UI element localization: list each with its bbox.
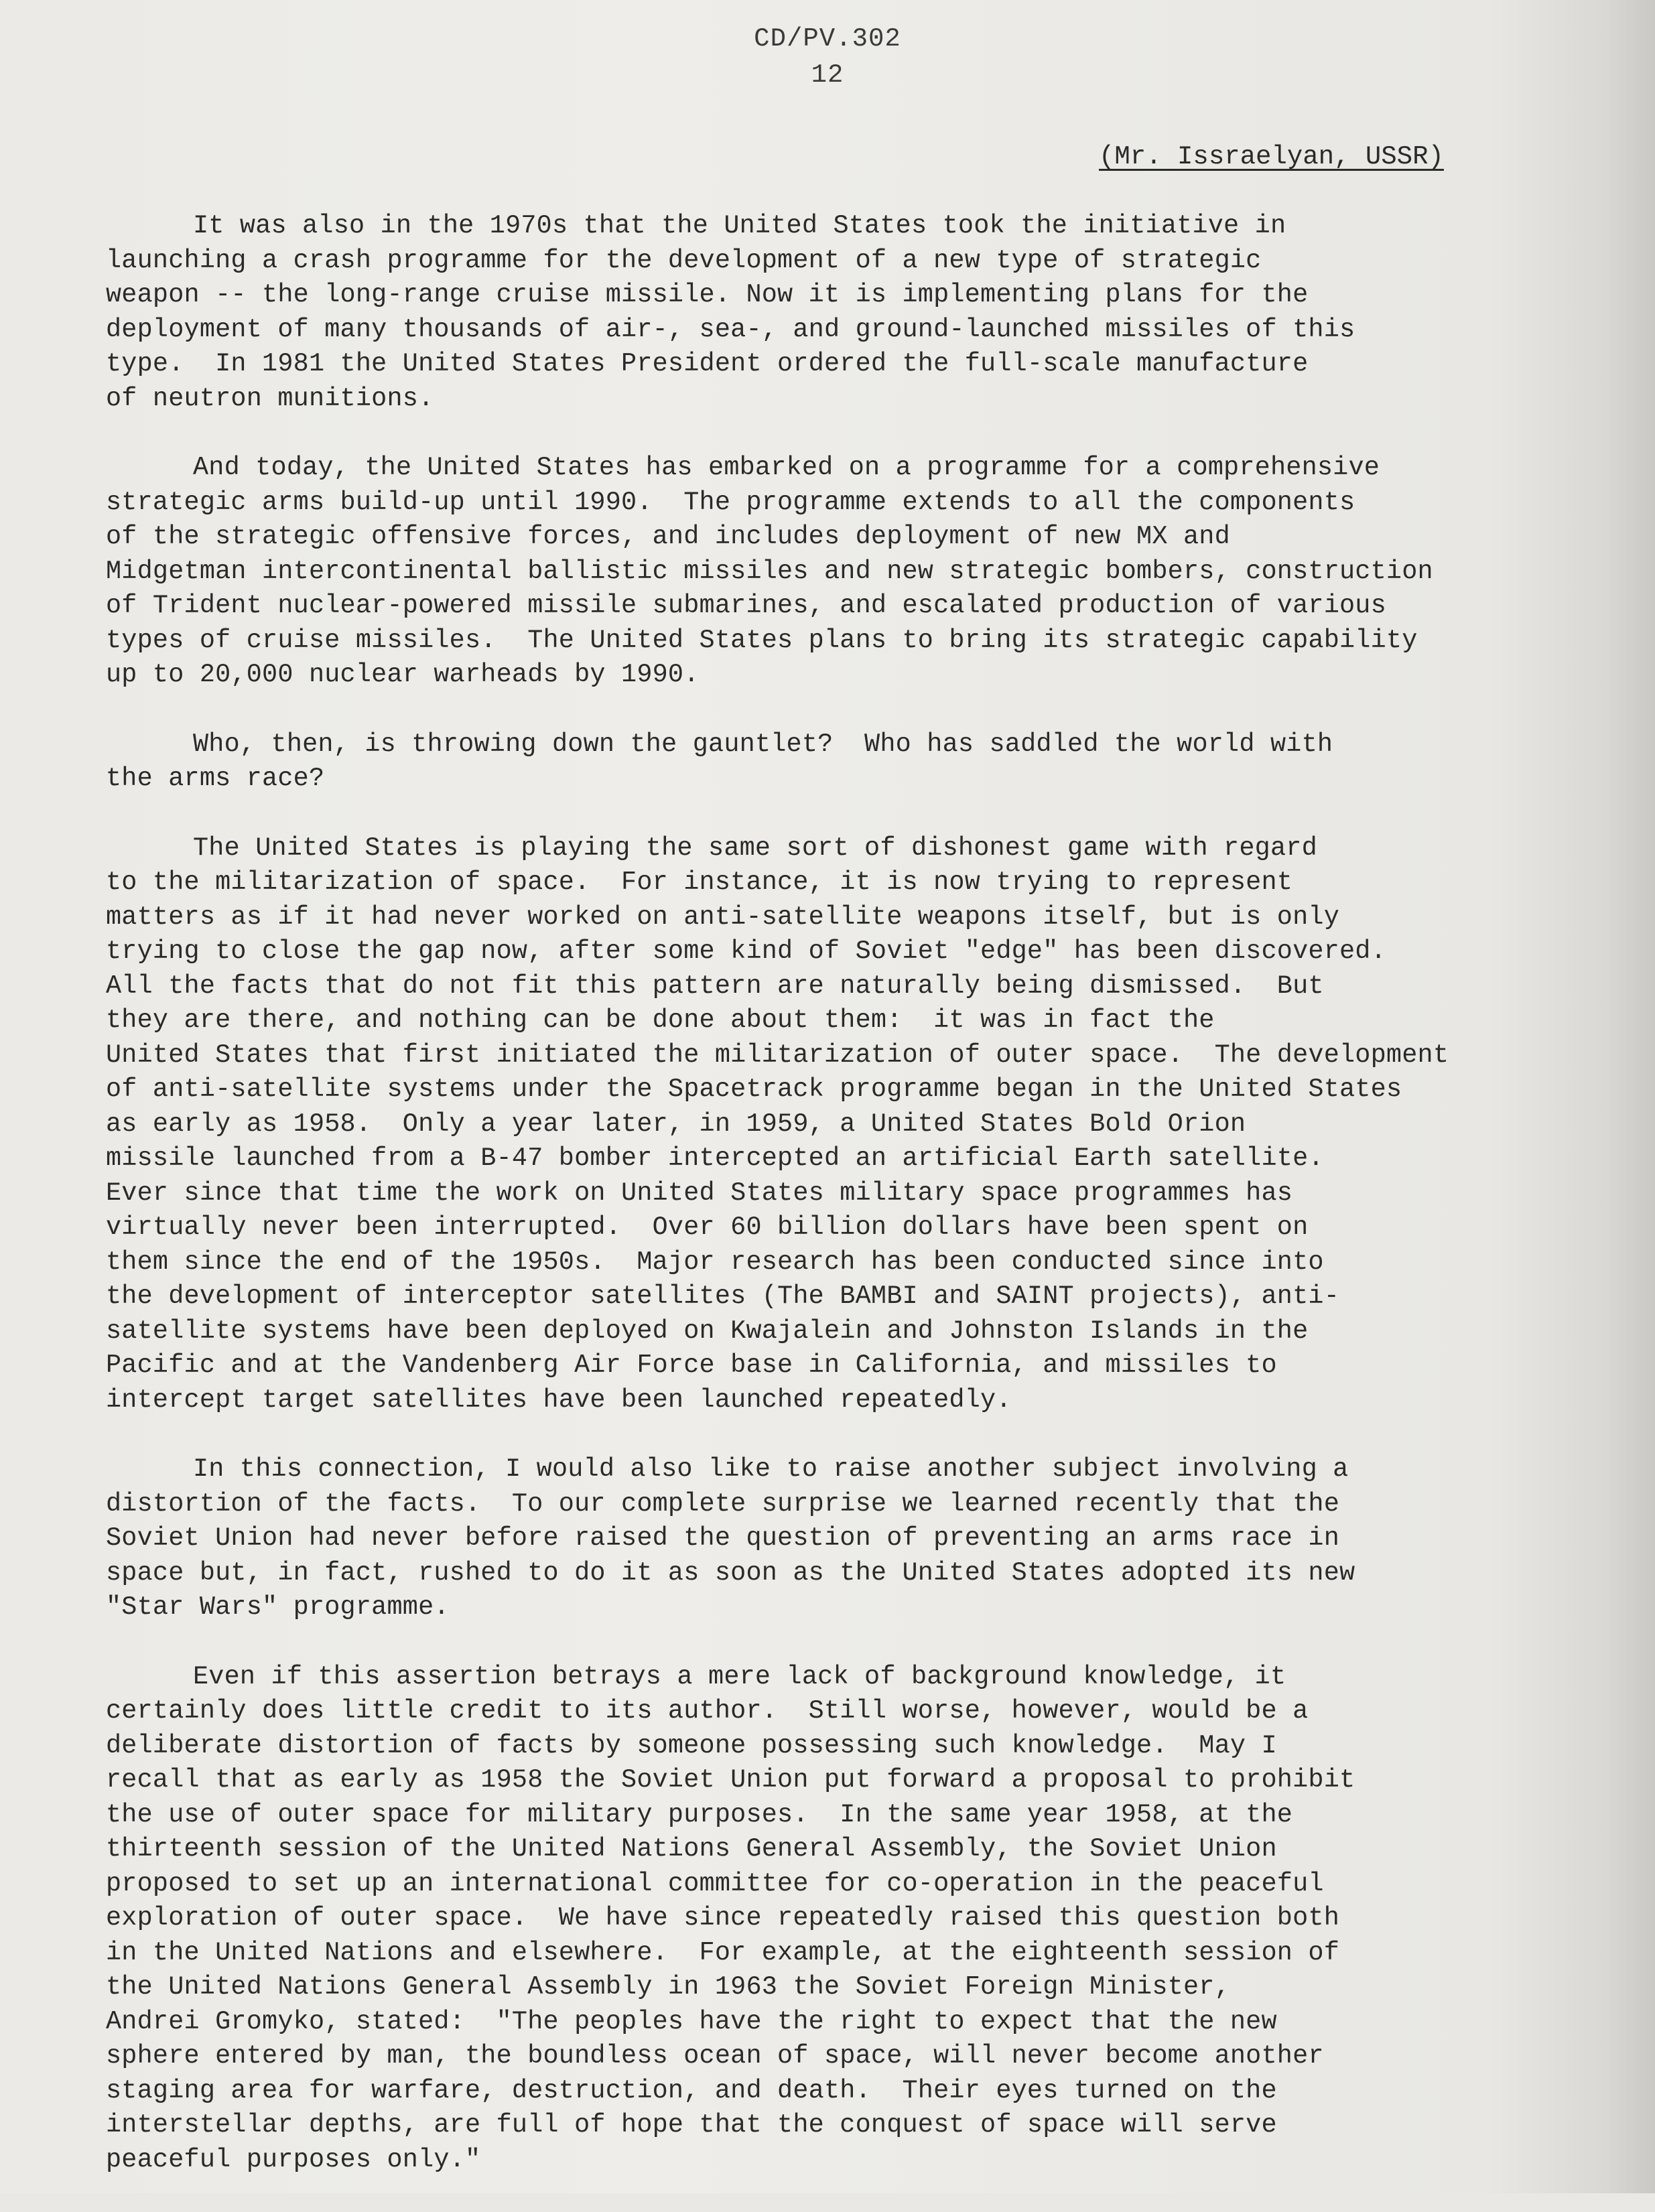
paragraph-text: In this connection, I would also like to raise another subject involving a distortion of the facts. To our complete surprise we learned recently that the Soviet Union had never before raised the question of preventing an arms race in space but, in fact, rushed to do it as soon as the United States adopted its new "Star Wars" programme. [106, 1454, 1355, 1622]
paragraph [106, 728, 1580, 797]
paragraph [106, 1452, 1580, 1625]
document-symbol: CD/PV.302 [754, 24, 901, 54]
speaker-attribution: (Mr. Issraelyan, USSR) [1099, 142, 1444, 171]
paragraph [106, 831, 1580, 1418]
paragraph [106, 451, 1580, 693]
paragraph [106, 209, 1580, 416]
paragraph-text: It was also in the 1970s that the United States took the initiative in launching a crash programme for the development of a new type of strategic weapon -- the long-range cruise missile. Now it is implementing plans for the deployment of many thousands of air-, sea-, and ground-launched missiles of this type. In 1981 the United States President ordered the full-scale manufacture of neutron munitions. [106, 211, 1355, 413]
paragraph-text: And today, the United States has embarked on a programme for a comprehensive strategic arms build-up until 1990. The programme extends to all the components of the strategic offensive forces, and includes deployment of new MX and Midgetman intercontinental ballistic missiles and new strategic bombers, construction of Trident nuclear-powered missile submarines, and escalated production of various types of cruise missiles. The United States plans to bring its strategic capability up to 20,000 nuclear warheads by 1990. [106, 453, 1433, 689]
page-number: 12 [811, 60, 844, 90]
body-text [106, 209, 1580, 2212]
paragraph-text: Who, then, is throwing down the gauntlet? Who has saddled the world with the arms race? [106, 729, 1333, 793]
paragraph [106, 1660, 1580, 2178]
paragraph-text: Even if this assertion betrays a mere lack of background knowledge, it certainly does little credit to its author. Still worse, however, would be a deliberate distortion of facts by someone possessing such knowledge. May I recall that as early as 1958 the Soviet Union put forward a proposal to prohibit the use of outer space for military purposes. In the same year 1958, at the thirteenth session of the United Nations General Assembly, the Soviet Union proposed to set up an international committee for co-operation in the peaceful exploration of outer space. We have since repeatedly raised this question both in the United Nations and elsewhere. For example, at the eighteenth session of the United Nations General Assembly in 1963 the Soviet Foreign Minister, Andrei Gromyko, stated: "The peoples have the right to expect that the new sphere entered by man, the boundless ocean of space, will never become another staging area for warfare, destruction, and death. Their eyes turned on the interstellar depths, are full of hope that the conquest of space will serve peaceful purposes only." [106, 1661, 1355, 2174]
paragraph-text: The United States is playing the same sort of dishonest game with regard to the militarization of space. For instance, it is now trying to represent matters as if it had never worked on anti-satellite weapons itself, but is only trying to close the gap now, after some kind of Soviet "edge" has been discovered. All the facts that do not fit this pattern are naturally being dismissed. But they are there, and nothing can be done about them: it was in fact the United States that first initiated the militarization of outer space. The development of anti-satellite systems under the Spacetrack programme began in the United States as early as 1958. Only a year later, in 1959, a United States Bold Orion missile launched from a B-47 bomber intercepted an artificial Earth satellite. Ever since that time the work on United States military space programmes has virtually never been interrupted. Over 60 billion dollars have been spent on them since the end of the 1950s. Major research has been conducted since into the development of interceptor satellites (The BAMBI and SAINT projects), anti- satellite systems have been deployed on Kwajalein and Johnston Islands in the Pacific and at the Vandenberg Air Force base in California, and missiles to intercept target satellites have been launched repeatedly. [106, 833, 1449, 1415]
